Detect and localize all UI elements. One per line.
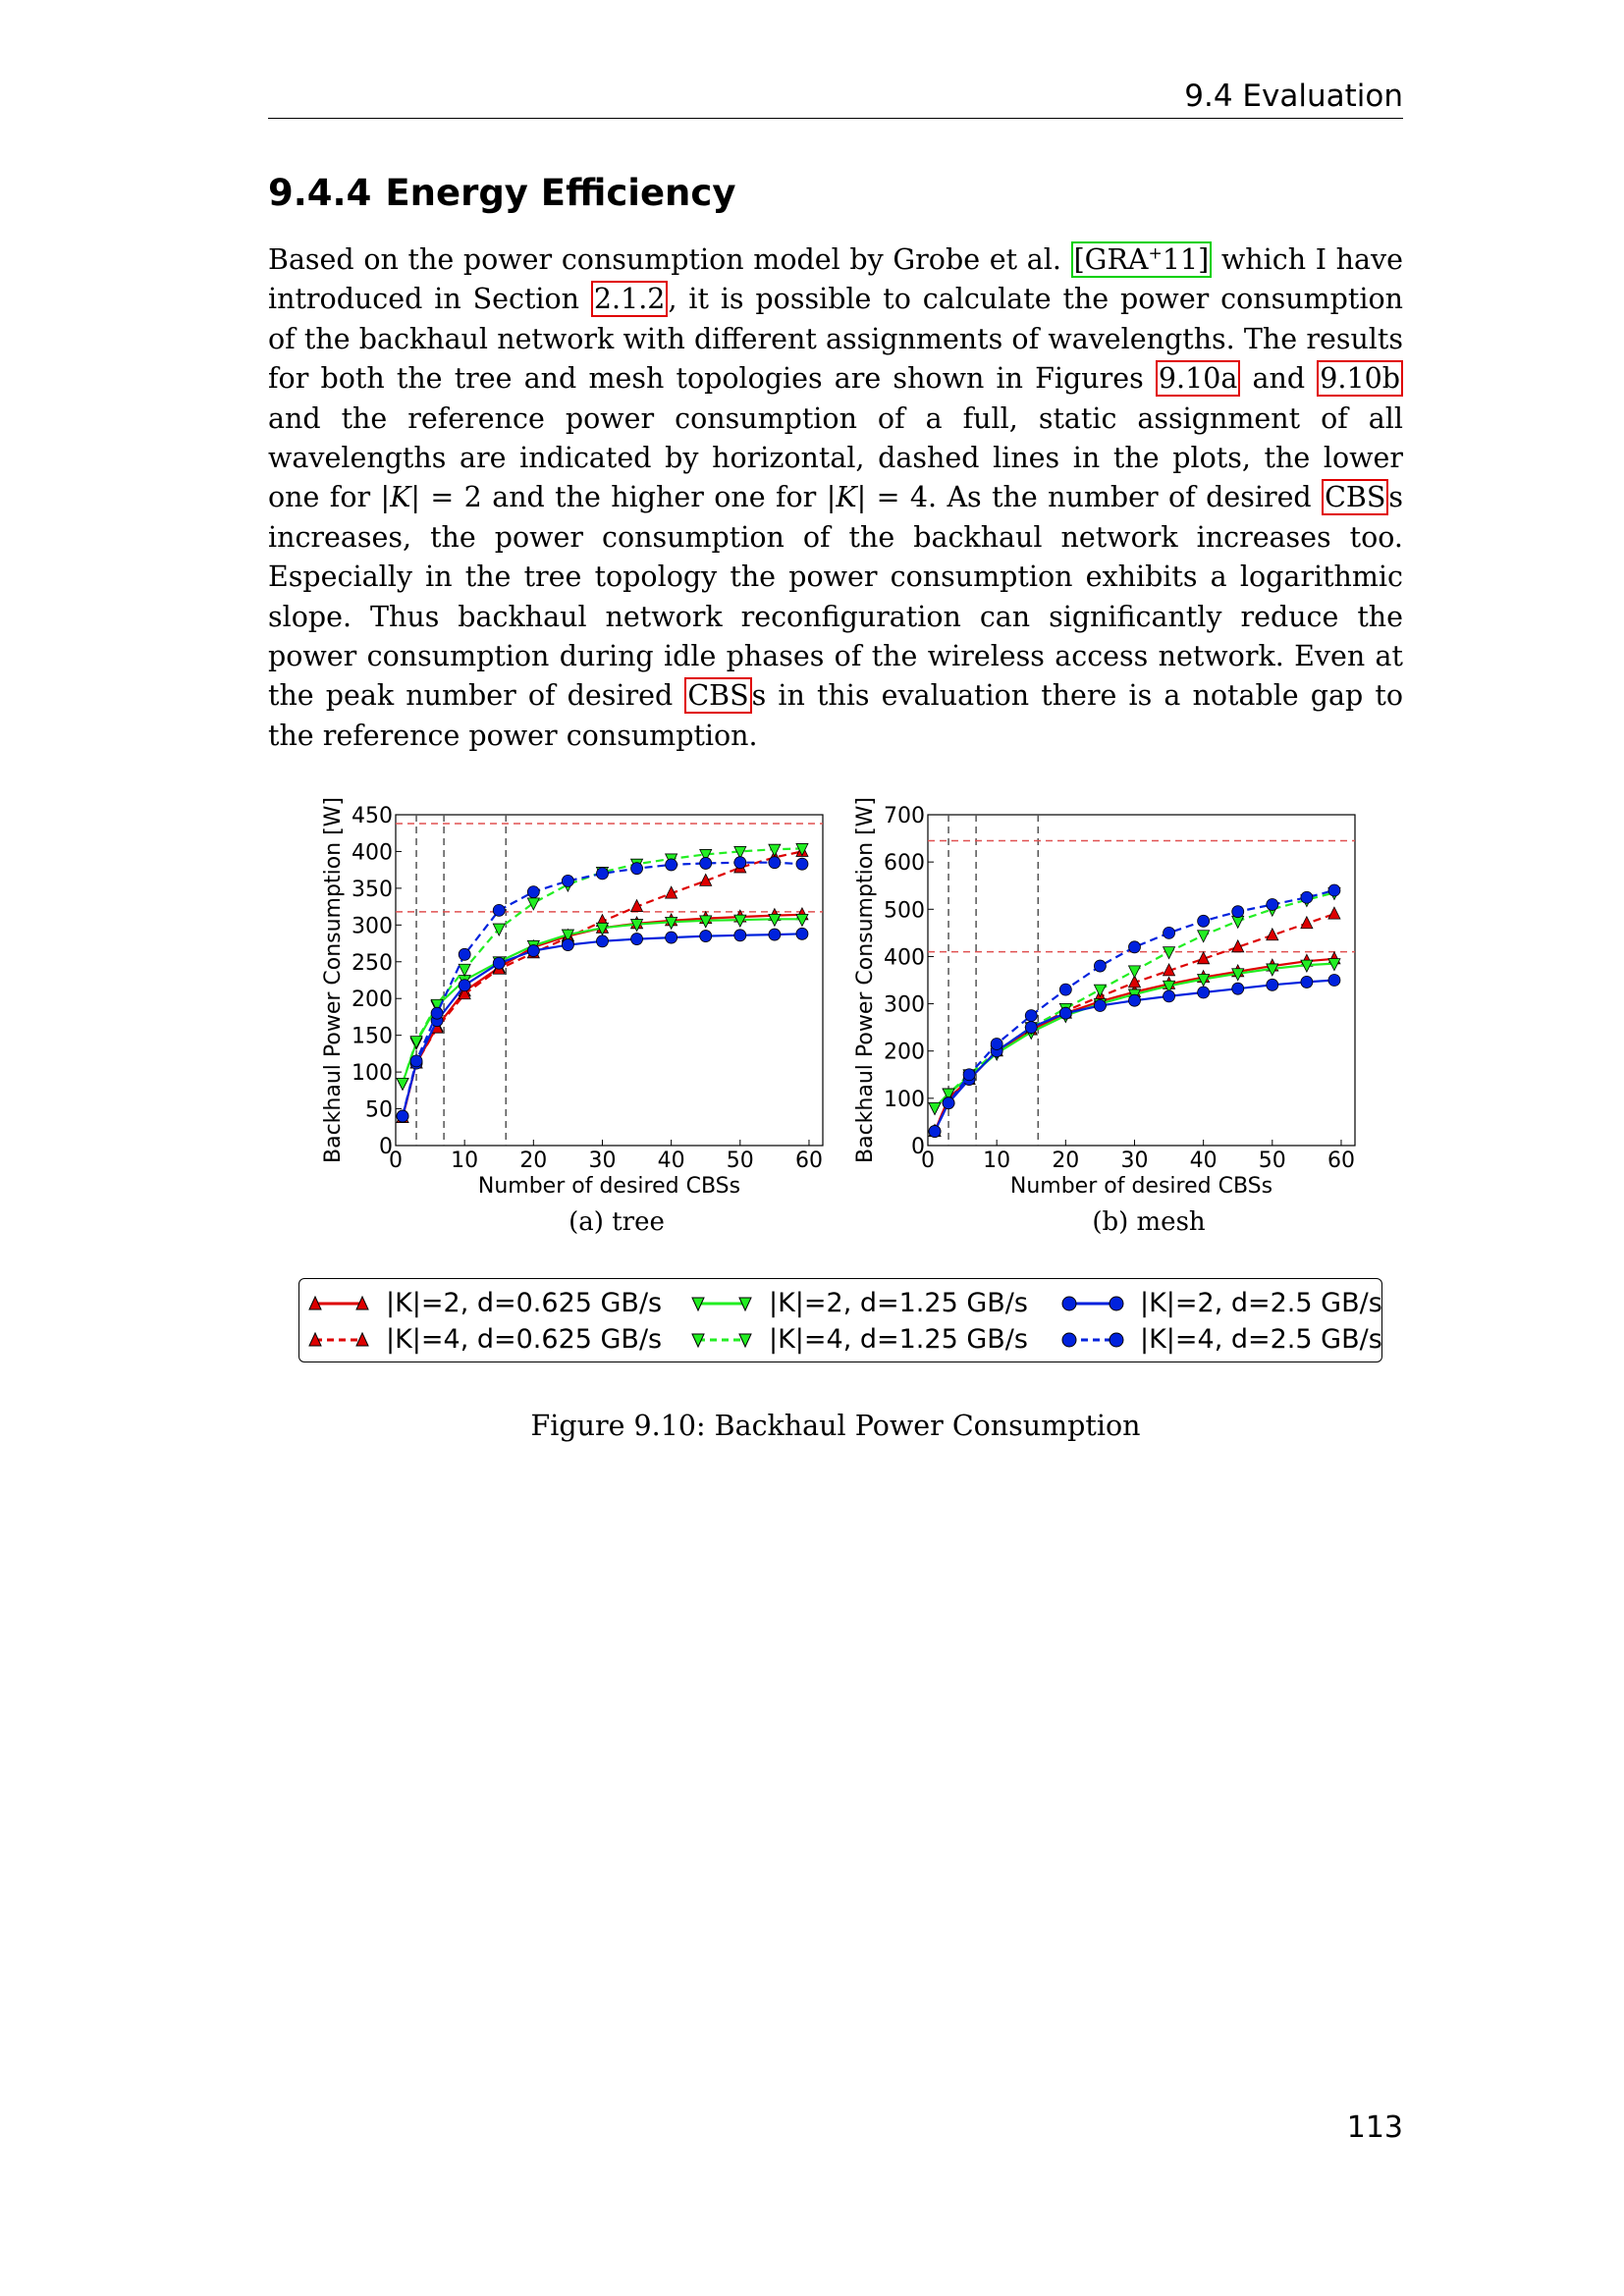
x-tick-label: 10 xyxy=(983,1148,1011,1173)
y-tick-label: 0 xyxy=(911,1135,925,1159)
plot-area xyxy=(928,815,1355,1146)
legend-label: |K|=4, d=1.25 GB/s xyxy=(769,1324,1028,1355)
data-point xyxy=(943,1097,954,1109)
data-point xyxy=(1301,976,1313,988)
legend-swatch xyxy=(690,1290,759,1317)
data-point xyxy=(631,863,643,875)
legend-swatch xyxy=(1061,1326,1130,1354)
data-point xyxy=(700,931,712,942)
data-point xyxy=(734,857,746,869)
data-point xyxy=(1059,1007,1071,1019)
data-point xyxy=(666,859,677,871)
data-point xyxy=(1128,941,1140,953)
section-link[interactable]: 2.1.2 xyxy=(591,281,669,317)
section-number: 9.4.4 xyxy=(268,172,372,214)
data-point xyxy=(631,934,643,945)
text-run: Based on the power consumption model by Grobe et al. xyxy=(268,243,1071,276)
y-tick-label: 100 xyxy=(352,1061,393,1087)
text-run: s in this evaluation there is a notable gap to the reference power consumption. xyxy=(268,679,1403,752)
y-axis-label: Backhaul Power Consumption [W] xyxy=(853,796,878,1164)
y-tick-label: 300 xyxy=(352,914,393,939)
text-run: | = 4. As the number of desired xyxy=(856,481,1323,514)
y-tick-label: 600 xyxy=(884,851,925,877)
legend-swatch xyxy=(690,1326,759,1354)
text-run: and the reference power consumption of a full, static assignment of all wavelengths are indicated by horizontal, dashed lines in the plots, the lower one for | xyxy=(268,401,1403,514)
plot-area xyxy=(396,815,823,1146)
data-point xyxy=(1267,898,1278,910)
data-point xyxy=(596,868,608,880)
y-tick-label: 200 xyxy=(352,988,393,1013)
x-tick-label: 40 xyxy=(1189,1148,1218,1173)
y-tick-label: 0 xyxy=(379,1135,393,1159)
chart-tree xyxy=(312,785,842,1198)
y-tick-label: 400 xyxy=(352,840,393,866)
running-title: 9.4 Evaluation xyxy=(1184,79,1403,114)
data-point xyxy=(527,945,539,957)
y-tick-label: 300 xyxy=(884,992,925,1018)
data-point xyxy=(700,857,712,869)
legend-label: |K|=2, d=2.5 GB/s xyxy=(1140,1288,1382,1318)
citation-sup: + xyxy=(1148,243,1163,264)
math-k: K xyxy=(390,481,411,514)
data-point xyxy=(1025,1010,1037,1022)
legend-swatch xyxy=(1061,1290,1130,1317)
text-run: which I have introduced in Section xyxy=(268,243,1403,316)
data-point xyxy=(1232,906,1244,918)
x-tick-label: 30 xyxy=(588,1148,617,1173)
citation-text: [GRA xyxy=(1073,243,1149,276)
subcaption-b: (b) mesh xyxy=(1092,1207,1206,1237)
y-tick-label: 700 xyxy=(884,804,925,828)
data-point xyxy=(1059,984,1071,995)
figure-link-a[interactable]: 9.10a xyxy=(1156,360,1240,397)
data-point xyxy=(1164,927,1175,938)
data-point xyxy=(1198,987,1210,998)
x-tick-label: 0 xyxy=(389,1148,403,1173)
section-heading xyxy=(268,172,735,214)
math-k: K xyxy=(836,481,857,514)
data-point xyxy=(410,1055,422,1067)
data-point xyxy=(397,1110,408,1122)
data-point xyxy=(929,1126,941,1138)
data-point xyxy=(493,957,505,969)
data-point xyxy=(1198,915,1210,927)
data-point xyxy=(1301,891,1313,903)
data-point xyxy=(734,930,746,941)
data-point xyxy=(796,928,808,939)
legend-label: |K|=2, d=0.625 GB/s xyxy=(386,1288,663,1318)
data-point xyxy=(493,904,505,916)
data-point xyxy=(1025,1022,1037,1034)
data-point xyxy=(1094,960,1106,972)
data-point xyxy=(459,980,470,991)
x-tick-label: 50 xyxy=(726,1148,754,1173)
acronym-link-cbs[interactable]: CBS xyxy=(684,677,751,714)
y-tick-label: 150 xyxy=(352,1024,393,1049)
data-point xyxy=(769,929,781,940)
x-tick-label: 20 xyxy=(1052,1148,1080,1173)
x-tick-label: 0 xyxy=(921,1148,935,1173)
x-tick-label: 40 xyxy=(657,1148,685,1173)
data-point xyxy=(1232,983,1244,994)
x-tick-label: 50 xyxy=(1258,1148,1286,1173)
legend-swatch xyxy=(307,1326,376,1354)
data-point xyxy=(1328,884,1340,896)
y-tick-label: 100 xyxy=(884,1087,925,1112)
data-point xyxy=(596,935,608,947)
citation-text-end: 11] xyxy=(1162,243,1210,276)
x-tick-label: 60 xyxy=(794,1148,823,1173)
x-axis-label: Number of desired CBSs xyxy=(477,1174,741,1198)
y-tick-label: 50 xyxy=(365,1097,393,1123)
data-point xyxy=(963,1069,975,1081)
x-tick-label: 10 xyxy=(451,1148,479,1173)
y-tick-label: 250 xyxy=(352,950,393,976)
data-point xyxy=(1267,979,1278,990)
data-point xyxy=(1328,975,1340,987)
running-header xyxy=(268,75,1403,119)
y-tick-label: 400 xyxy=(884,945,925,971)
data-point xyxy=(1094,999,1106,1011)
data-point xyxy=(666,932,677,943)
legend-swatch xyxy=(307,1290,376,1317)
data-point xyxy=(1164,990,1175,1002)
data-point xyxy=(991,1038,1002,1049)
data-point xyxy=(562,875,573,886)
chart-mesh xyxy=(844,785,1375,1198)
x-tick-label: 60 xyxy=(1326,1148,1355,1173)
subcaption-a: (a) tree xyxy=(568,1207,665,1237)
chart-legend xyxy=(298,1278,1382,1362)
data-point xyxy=(769,857,781,869)
x-tick-label: 20 xyxy=(519,1148,548,1173)
body-paragraph xyxy=(268,240,1403,756)
figure-caption: Figure 9.10: Backhaul Power Consumption xyxy=(530,1410,1141,1442)
section-title: Energy Efficiency xyxy=(385,172,736,214)
data-point xyxy=(459,948,470,960)
figure-link-b[interactable]: 9.10b xyxy=(1317,360,1403,397)
data-point xyxy=(562,939,573,951)
legend-label: |K|=2, d=1.25 GB/s xyxy=(769,1288,1028,1318)
text-run: and xyxy=(1240,362,1318,396)
data-point xyxy=(527,886,539,898)
y-tick-label: 450 xyxy=(352,804,393,828)
page-number: 113 xyxy=(1346,2110,1403,2145)
legend-label: |K|=4, d=2.5 GB/s xyxy=(1140,1324,1382,1355)
data-point xyxy=(796,858,808,870)
text-run: s increases, the power consumption of the backhaul network increases too. Especially in the tree topology the power consumption exhibits a logarithmic slope. Thus backhaul network reconfiguration can significantly reduce the power consumption during idle phases of the wireless access network. Even at the peak number of desired xyxy=(268,481,1403,713)
y-tick-label: 200 xyxy=(884,1040,925,1065)
y-axis-label: Backhaul Power Consumption [W] xyxy=(321,796,346,1164)
data-point xyxy=(1128,994,1140,1006)
legend-label: |K|=4, d=0.625 GB/s xyxy=(386,1324,663,1355)
acronym-link-cbs[interactable]: CBS xyxy=(1322,479,1388,515)
data-point xyxy=(431,1007,443,1019)
text-run: , it is possible to calculate the power consumption of the backhaul network with different assignments of wavelengths. The results for both the tree and mesh topologies are shown in Figures xyxy=(268,283,1403,396)
x-tick-label: 30 xyxy=(1120,1148,1149,1173)
citation-link[interactable] xyxy=(1071,241,1213,278)
y-tick-label: 500 xyxy=(884,898,925,924)
y-tick-label: 350 xyxy=(352,877,393,902)
x-axis-label: Number of desired CBSs xyxy=(1009,1174,1273,1198)
text-run: | = 2 and the higher one for | xyxy=(410,481,837,514)
